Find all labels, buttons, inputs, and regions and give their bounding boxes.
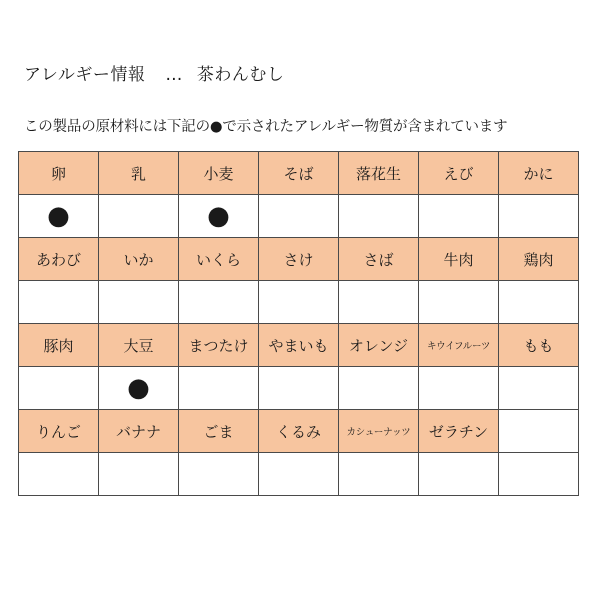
allergen-mark-cell	[339, 281, 419, 324]
contained-dot-icon: ●	[47, 201, 70, 231]
allergen-mark-cell	[19, 195, 99, 238]
allergen-name-row	[19, 238, 579, 281]
allergen-mark-cell	[259, 195, 339, 238]
allergen-mark-row	[19, 281, 579, 324]
allergen-table	[18, 151, 579, 496]
empty-cell	[499, 410, 579, 453]
allergen-mark-cell	[179, 453, 259, 496]
allergen-mark-cell	[99, 367, 179, 410]
allergen-mark-cell	[19, 281, 99, 324]
allergen-name-cell: ごま	[179, 410, 259, 453]
allergen-name-cell: くるみ	[259, 410, 339, 453]
allergen-name-cell: ゼラチン	[419, 410, 499, 453]
allergen-name-cell: もも	[499, 324, 579, 367]
allergen-mark-row	[19, 367, 579, 410]
allergen-name-cell: オレンジ	[339, 324, 419, 367]
allergen-mark-cell	[499, 367, 579, 410]
allergen-mark-cell	[19, 367, 99, 410]
allergen-name-cell: まつたけ	[179, 324, 259, 367]
allergy-description: この製品の原材料には下記の●で示されたアレルギー物質が含まれています	[24, 119, 508, 135]
allergen-name-row	[19, 410, 579, 453]
allergen-mark-cell	[99, 195, 179, 238]
contained-dot-icon: ●	[127, 373, 150, 403]
empty-cell	[499, 453, 579, 496]
title-separator: …	[165, 65, 183, 85]
allergen-name-cell: 卵	[19, 152, 99, 195]
allergen-name-cell: 小麦	[179, 152, 259, 195]
allergen-mark-cell	[339, 195, 419, 238]
allergen-mark-cell	[339, 367, 419, 410]
allergen-name-cell: 落花生	[339, 152, 419, 195]
allergen-name-row	[19, 324, 579, 367]
allergen-name-cell: カシューナッツ	[339, 410, 419, 453]
allergen-mark-cell	[419, 195, 499, 238]
allergen-name-cell: りんご	[19, 410, 99, 453]
allergen-name-cell: 乳	[99, 152, 179, 195]
allergen-name-cell: 鶏肉	[499, 238, 579, 281]
allergen-name-cell: いくら	[179, 238, 259, 281]
allergen-mark-cell	[419, 453, 499, 496]
allergen-name-cell: えび	[419, 152, 499, 195]
allergen-name-cell: あわび	[19, 238, 99, 281]
allergen-mark-cell	[419, 367, 499, 410]
product-name: 茶わんむし	[196, 65, 285, 85]
allergen-name-cell: そば	[259, 152, 339, 195]
allergen-name-cell: やまいも	[259, 324, 339, 367]
allergen-mark-cell	[419, 281, 499, 324]
allergen-name-cell: かに	[499, 152, 579, 195]
allergen-name-cell: さけ	[259, 238, 339, 281]
allergen-mark-cell	[499, 195, 579, 238]
allergen-name-cell: バナナ	[99, 410, 179, 453]
allergen-mark-row	[19, 195, 579, 238]
allergen-mark-row	[19, 453, 579, 496]
allergen-mark-cell	[19, 453, 99, 496]
allergen-mark-cell	[259, 281, 339, 324]
allergen-name-cell: いか	[99, 238, 179, 281]
allergen-mark-cell	[499, 281, 579, 324]
allergen-name-cell: 牛肉	[419, 238, 499, 281]
allergen-name-cell: 大豆	[99, 324, 179, 367]
allergen-name-cell: キウイフルーツ	[419, 324, 499, 367]
page-title	[24, 63, 284, 87]
allergen-mark-cell	[179, 195, 259, 238]
allergen-name-cell: さば	[339, 238, 419, 281]
title-label: アレルギー情報	[24, 65, 146, 85]
contained-dot-icon: ●	[207, 201, 230, 231]
allergen-name-cell: 豚肉	[19, 324, 99, 367]
allergen-mark-cell	[179, 281, 259, 324]
allergen-name-row	[19, 152, 579, 195]
allergen-mark-cell	[99, 281, 179, 324]
allergen-mark-cell	[99, 453, 179, 496]
allergen-mark-cell	[339, 453, 419, 496]
allergen-mark-cell	[259, 367, 339, 410]
allergen-mark-cell	[259, 453, 339, 496]
allergen-mark-cell	[179, 367, 259, 410]
